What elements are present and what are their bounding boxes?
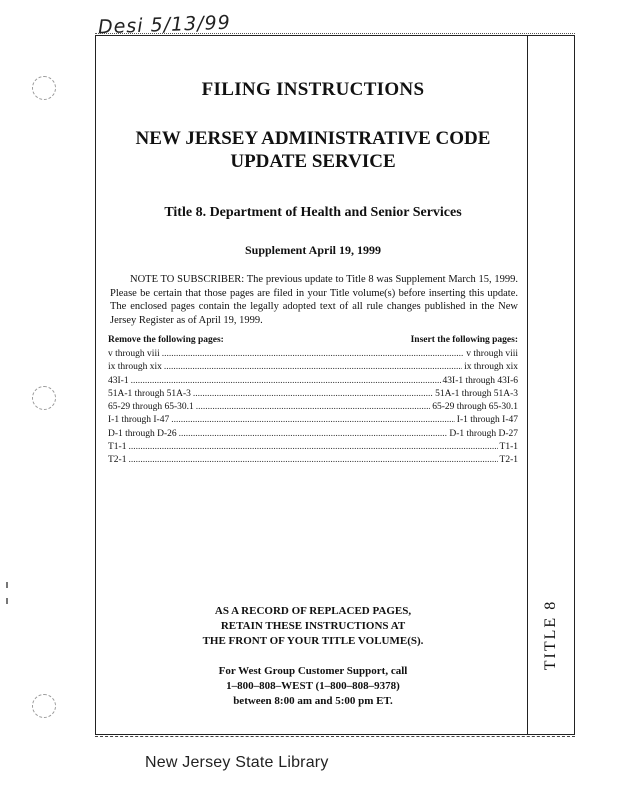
remove-pages: ix through xix <box>108 362 162 373</box>
leader-dots <box>171 414 455 427</box>
remove-pages: D-1 through D-26 <box>108 428 177 439</box>
table-row <box>108 401 518 414</box>
edge-mark <box>6 582 8 588</box>
insert-pages: 65-29 through 65-30.1 <box>432 402 518 413</box>
code-title-line2: UPDATE SERVICE <box>230 151 396 172</box>
insert-pages: I-1 through I-47 <box>456 415 518 426</box>
table-row <box>108 388 518 401</box>
record-line2: RETAIN THESE INSTRUCTIONS AT <box>220 620 406 632</box>
support-line1: For West Group Customer Support, call <box>218 665 408 677</box>
leader-dots <box>179 428 448 441</box>
binder-hole-middle <box>32 386 56 410</box>
edge-mark <box>6 598 8 604</box>
support-phone: 1–800–808–WEST (1–800–808–9378) <box>226 680 400 692</box>
leader-dots <box>193 388 433 401</box>
supplement-date: Supplement April 19, 1999 <box>244 243 382 257</box>
customer-support-notice <box>108 664 518 709</box>
subscriber-note: NOTE TO SUBSCRIBER: The previous update to Title 8 was Supplement March 15, 1999. Please be certain that those pages are filed in your Title volume(s) before inserting this update. The enclosed pages contain the legally adopted text of all rule changes published in the New Jersey Register as of April 19, 1999. <box>110 274 518 326</box>
insert-pages: 43I-1 through 43I-6 <box>442 375 518 386</box>
leader-dots <box>162 348 465 361</box>
page-table <box>108 348 518 468</box>
remove-pages: 43I-1 <box>108 375 129 386</box>
insert-pages: v through viii <box>466 349 518 359</box>
leader-dots <box>128 441 497 454</box>
insert-pages: D-1 through D-27 <box>449 428 518 439</box>
table-row <box>108 441 518 454</box>
insert-pages: 51A-1 through 51A-3 <box>435 388 518 399</box>
page-table-header <box>108 335 518 345</box>
record-line3: THE FRONT OF YOUR TITLE VOLUME(S). <box>202 635 424 647</box>
remove-pages: 65-29 through 65-30.1 <box>108 402 194 413</box>
page-title: FILING INSTRUCTIONS <box>201 79 425 100</box>
department-title: Title 8. Department of Health and Senior Services <box>164 205 462 220</box>
table-row <box>108 375 518 388</box>
record-notice <box>108 604 518 649</box>
title-tab-label: TITLE 8 <box>542 599 559 671</box>
support-hours: between 8:00 am and 5:00 pm ET. <box>233 695 393 707</box>
remove-pages: v through viii <box>108 349 160 359</box>
table-row <box>108 348 518 361</box>
remove-pages: T1-1 <box>108 442 127 453</box>
binder-hole-bottom <box>32 694 56 718</box>
remove-column-header: Remove the following pages: <box>108 335 224 345</box>
insert-pages: T1-1 <box>499 442 518 453</box>
tab-divider <box>527 35 528 735</box>
code-title <box>108 127 518 173</box>
record-line1: AS A RECORD OF REPLACED PAGES, <box>214 605 412 617</box>
remove-pages: T2-1 <box>108 455 127 466</box>
remove-pages: 51A-1 through 51A-3 <box>108 388 191 399</box>
insert-pages: T2-1 <box>499 455 518 466</box>
library-stamp: New Jersey State Library <box>145 754 329 771</box>
binder-hole-top <box>32 76 56 100</box>
leader-dots <box>131 375 441 388</box>
insert-column-header: Insert the following pages: <box>410 335 518 345</box>
remove-pages: I-1 through I-47 <box>108 415 170 426</box>
leader-dots <box>128 454 497 467</box>
leader-dots <box>196 401 430 414</box>
insert-pages: ix through xix <box>464 362 518 373</box>
code-title-line1: NEW JERSEY ADMINISTRATIVE CODE <box>135 128 491 149</box>
handwritten-note: Desi 5/13/99 <box>97 11 232 39</box>
table-row <box>108 414 518 427</box>
instructions-content <box>108 35 518 468</box>
table-row <box>108 454 518 467</box>
table-row <box>108 428 518 441</box>
leader-dots <box>164 361 462 374</box>
table-row <box>108 361 518 374</box>
bottom-edge <box>95 736 575 739</box>
